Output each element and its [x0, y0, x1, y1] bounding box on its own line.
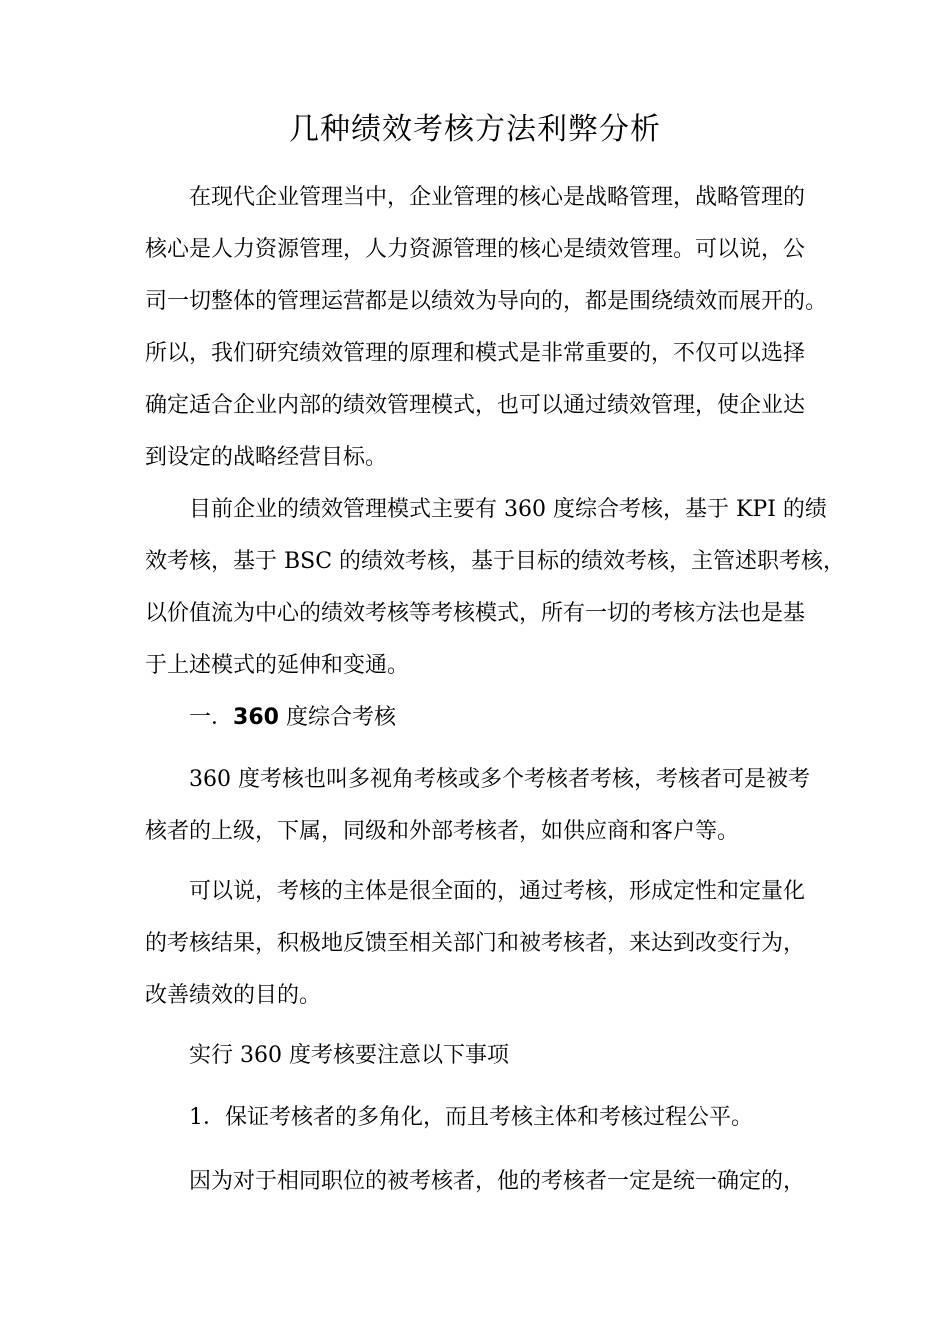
paragraph-line: 可以说，考核的主体是很全面的，通过考核，形成定性和定量化 [189, 879, 806, 904]
paragraph-line: 因为对于相同职位的被考核者，他的考核者一定是统一确定的， [189, 1169, 806, 1194]
paragraph-line: 所以，我们研究绩效管理的原理和模式是非常重要的，不仅可以选择 [145, 341, 806, 366]
paragraph-360-definition [145, 754, 815, 858]
paragraph-evaluator [145, 1156, 815, 1208]
paragraph-line: 在现代企业管理当中，企业管理的核心是战略管理，战略管理的 [189, 185, 806, 210]
paragraph-line: 效考核，基于 BSC 的绩效考核，基于目标的绩效考核，主管述职考核， [145, 549, 846, 574]
paragraph-modes [145, 484, 846, 692]
paragraph-line: 目前企业的绩效管理模式主要有 360 度综合考核，基于 KPI 的绩 [189, 497, 827, 522]
paragraph-line: 1．保证考核者的多角化，而且考核主体和考核过程公平。 [189, 1105, 753, 1130]
document-title: 几种绩效考核方法利弊分析 [289, 112, 661, 147]
paragraph-line: 核心是人力资源管理，人力资源管理的核心是绩效管理。可以说，公 [145, 237, 806, 262]
paragraph-line: 于上述模式的延伸和变通。 [145, 653, 410, 678]
list-item-1 [145, 1092, 815, 1144]
section-heading-prefix: 一． [189, 705, 234, 730]
paragraph-line: 改善绩效的目的。 [145, 983, 322, 1008]
paragraph-line: 以价值流为中心的绩效考核等考核模式，所有一切的考核方法也是基 [145, 601, 806, 626]
section-heading-number: 360 [233, 705, 279, 730]
paragraph-line: 360 度考核也叫多视角考核或多个考核者考核，考核者可是被考 [189, 767, 810, 792]
paragraph-notes-intro [145, 1030, 815, 1082]
paragraph-intro [145, 172, 828, 484]
paragraph-line: 核者的上级，下属，同级和外部考核者，如供应商和客户等。 [145, 819, 740, 844]
paragraph-line: 到设定的战略经营目标。 [145, 445, 388, 470]
paragraph-line: 确定适合企业内部的绩效管理模式，也可以通过绩效管理，使企业达 [145, 393, 806, 418]
paragraph-line: 实行 360 度考核要注意以下事项 [189, 1043, 509, 1068]
paragraph-360-subject [145, 866, 815, 1022]
paragraph-line: 的考核结果，积极地反馈至相关部门和被考核者，来达到改变行为， [145, 931, 806, 956]
section-heading-text: 度综合考核 [278, 705, 396, 730]
section-heading [145, 692, 815, 744]
paragraph-line: 司一切整体的管理运营都是以绩效为导向的，都是围绕绩效而展开的。 [145, 289, 828, 314]
